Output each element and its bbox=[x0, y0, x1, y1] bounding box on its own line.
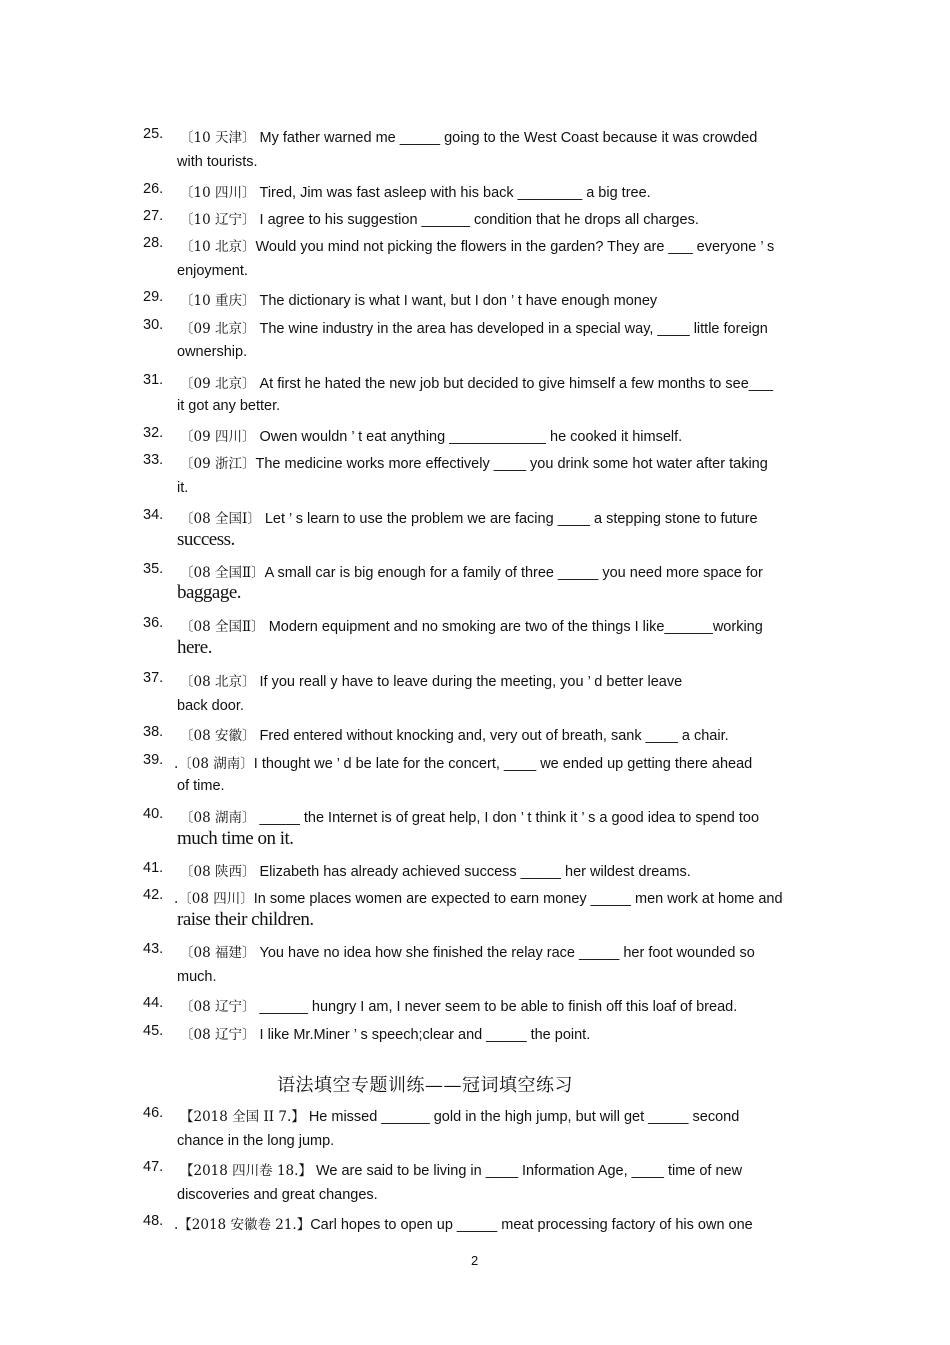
question-line1 bbox=[180, 670, 682, 690]
question-source-tag: 〔08 湖南〕 bbox=[180, 810, 256, 826]
question-line1 bbox=[174, 887, 783, 907]
question-source-tag: 〔09 北京〕 bbox=[180, 321, 256, 337]
question-line2: baggage. bbox=[177, 582, 242, 603]
question-line1 bbox=[180, 208, 699, 228]
question-number: 31. bbox=[143, 372, 164, 388]
question-source-tag: 〔09 浙江〕 bbox=[180, 456, 256, 472]
question-text: Fred entered without knocking and, very out of breath, sank ____ a chair. bbox=[259, 728, 729, 744]
question-number: 33. bbox=[143, 452, 164, 468]
question-line2: back door. bbox=[177, 698, 244, 714]
question-source-tag: .【2018 安徽卷 21.】 bbox=[174, 1217, 311, 1233]
question-line2: enjoyment. bbox=[177, 263, 248, 279]
question-line1 bbox=[180, 860, 691, 880]
question-text: Would you mind not picking the flowers in the garden? They are ___ everyone ’ s bbox=[255, 239, 775, 255]
question-line1 bbox=[180, 452, 768, 472]
question-number: 45. bbox=[143, 1023, 164, 1039]
question-number: 27. bbox=[143, 208, 164, 224]
question-line2: chance in the long jump. bbox=[177, 1133, 335, 1149]
question-text: The dictionary is what I want, but I don ’ t have enough money bbox=[259, 293, 658, 309]
question-text: If you reall y have to leave during the meeting, you ’ d better leave bbox=[259, 674, 683, 690]
question-text: The wine industry in the area has developed in a special way, ____ little foreign bbox=[259, 321, 768, 337]
question-line1 bbox=[180, 724, 729, 744]
question-line1 bbox=[180, 1023, 590, 1043]
question-text: Elizabeth has already achieved success _____ her wildest dreams. bbox=[259, 864, 691, 880]
question-text: Owen wouldn ’ t eat anything ____________ he cooked it himself. bbox=[259, 429, 683, 445]
question-number: 42. bbox=[143, 887, 164, 903]
question-source-tag: 〔08 安徽〕 bbox=[180, 728, 256, 744]
question-line2: ownership. bbox=[177, 344, 248, 360]
question-line1 bbox=[180, 181, 651, 201]
question-source-tag: 〔08 北京〕 bbox=[180, 674, 256, 690]
question-line1 bbox=[180, 235, 774, 255]
question-number: 36. bbox=[143, 615, 164, 631]
question-text: Tired, Jim was fast asleep with his back ________ a big tree. bbox=[259, 185, 651, 201]
question-number: 41. bbox=[143, 860, 164, 876]
question-number: 35. bbox=[143, 561, 164, 577]
question-source-tag: 【2018 四川卷 18.】 bbox=[180, 1163, 312, 1179]
question-line1 bbox=[180, 561, 763, 581]
question-text: Carl hopes to open up _____ meat processing factory of his own one bbox=[310, 1217, 753, 1233]
question-line1 bbox=[180, 615, 763, 635]
question-text: _____ the Internet is of great help, I don ’ t think it ’ s a good idea to spend too bbox=[259, 810, 760, 826]
question-number: 46. bbox=[143, 1105, 164, 1121]
question-text: I thought we ’ d be late for the concert, ____ we ended up getting there ahead bbox=[253, 756, 753, 772]
question-line2: it. bbox=[177, 480, 189, 496]
question-number: 44. bbox=[143, 995, 164, 1011]
question-text: We are said to be living in ____ Information Age, ____ time of new bbox=[315, 1163, 743, 1179]
question-number: 48. bbox=[143, 1213, 164, 1229]
question-line1 bbox=[180, 425, 682, 445]
question-source-tag: 〔08 辽宁〕 bbox=[180, 1027, 256, 1043]
question-source-tag: 〔10 四川〕 bbox=[180, 185, 256, 201]
question-number: 30. bbox=[143, 317, 164, 333]
question-text: You have no idea how she finished the relay race _____ her foot wounded so bbox=[259, 945, 755, 961]
question-number: 34. bbox=[143, 507, 164, 523]
question-line2: much. bbox=[177, 969, 217, 985]
question-text: My father warned me _____ going to the West Coast because it was crowded bbox=[259, 130, 758, 146]
question-number: 47. bbox=[143, 1159, 164, 1175]
question-text: The medicine works more effectively ____ you drink some hot water after taking bbox=[255, 456, 768, 472]
question-text: Modern equipment and no smoking are two of the things I like______working bbox=[268, 619, 763, 635]
question-text: A small car is big enough for a family of three _____ you need more space for bbox=[264, 565, 763, 581]
question-line1 bbox=[180, 1159, 742, 1179]
question-line1 bbox=[180, 995, 737, 1015]
question-source-tag: 〔10 天津〕 bbox=[180, 130, 256, 146]
question-line1 bbox=[174, 1213, 753, 1233]
question-line1 bbox=[180, 1105, 739, 1125]
question-source-tag: 〔08 全国Ⅰ〕 bbox=[180, 511, 261, 527]
question-line2: of time. bbox=[177, 778, 225, 794]
question-source-tag: 〔08 全国Ⅱ〕 bbox=[180, 619, 265, 635]
question-number: 28. bbox=[143, 235, 164, 251]
page-number: 2 bbox=[471, 1253, 479, 1268]
question-source-tag: 〔09 四川〕 bbox=[180, 429, 256, 445]
section-title: 语法填空专题训练——冠词填空练习 bbox=[277, 1075, 573, 1096]
question-line1 bbox=[180, 126, 757, 146]
question-line2: it got any better. bbox=[177, 398, 281, 414]
question-number: 38. bbox=[143, 724, 164, 740]
question-line2: discoveries and great changes. bbox=[177, 1187, 378, 1203]
question-source-tag: 〔10 北京〕 bbox=[180, 239, 256, 255]
question-text: Let ’ s learn to use the problem we are facing ____ a stepping stone to future bbox=[264, 511, 758, 527]
question-line2: with tourists. bbox=[177, 154, 258, 170]
question-line2: much time on it. bbox=[177, 828, 294, 849]
question-line1 bbox=[180, 806, 759, 826]
question-number: 39. bbox=[143, 752, 164, 768]
question-text: I like Mr.Miner ’ s speech;clear and _____ the point. bbox=[259, 1027, 591, 1043]
question-text: He missed ______ gold in the high jump, but will get _____ second bbox=[308, 1109, 740, 1125]
question-source-tag: 〔08 福建〕 bbox=[180, 945, 256, 961]
question-source-tag: 〔10 辽宁〕 bbox=[180, 212, 256, 228]
question-source-tag: .〔08 湖南〕 bbox=[174, 756, 254, 772]
question-number: 26. bbox=[143, 181, 164, 197]
question-number: 25. bbox=[143, 126, 164, 142]
question-line1 bbox=[180, 941, 755, 961]
question-text: I agree to his suggestion ______ condition that he drops all charges. bbox=[259, 212, 699, 228]
question-line1 bbox=[180, 507, 758, 527]
question-line2: here. bbox=[177, 637, 212, 658]
question-source-tag: 〔08 陕西〕 bbox=[180, 864, 256, 880]
question-text: At first he hated the new job but decided to give himself a few months to see___ bbox=[259, 376, 773, 392]
question-text: In some places women are expected to earn money _____ men work at home and bbox=[253, 891, 783, 907]
question-number: 29. bbox=[143, 289, 164, 305]
question-number: 32. bbox=[143, 425, 164, 441]
question-line1 bbox=[180, 372, 773, 392]
question-line2: raise their children. bbox=[177, 909, 314, 930]
question-text: ______ hungry I am, I never seem to be able to finish off this loaf of bread. bbox=[259, 999, 738, 1015]
question-line2: success. bbox=[177, 529, 235, 550]
question-source-tag: 【2018 全国 II 7.】 bbox=[180, 1109, 305, 1125]
question-line1 bbox=[180, 289, 657, 309]
question-number: 40. bbox=[143, 806, 164, 822]
question-number: 37. bbox=[143, 670, 164, 686]
question-source-tag: 〔08 全国Ⅱ〕 bbox=[180, 565, 265, 581]
question-source-tag: 〔10 重庆〕 bbox=[180, 293, 256, 309]
question-source-tag: 〔09 北京〕 bbox=[180, 376, 256, 392]
question-line1 bbox=[174, 752, 752, 772]
question-number: 43. bbox=[143, 941, 164, 957]
question-source-tag: .〔08 四川〕 bbox=[174, 891, 254, 907]
question-line1 bbox=[180, 317, 768, 337]
question-source-tag: 〔08 辽宁〕 bbox=[180, 999, 256, 1015]
